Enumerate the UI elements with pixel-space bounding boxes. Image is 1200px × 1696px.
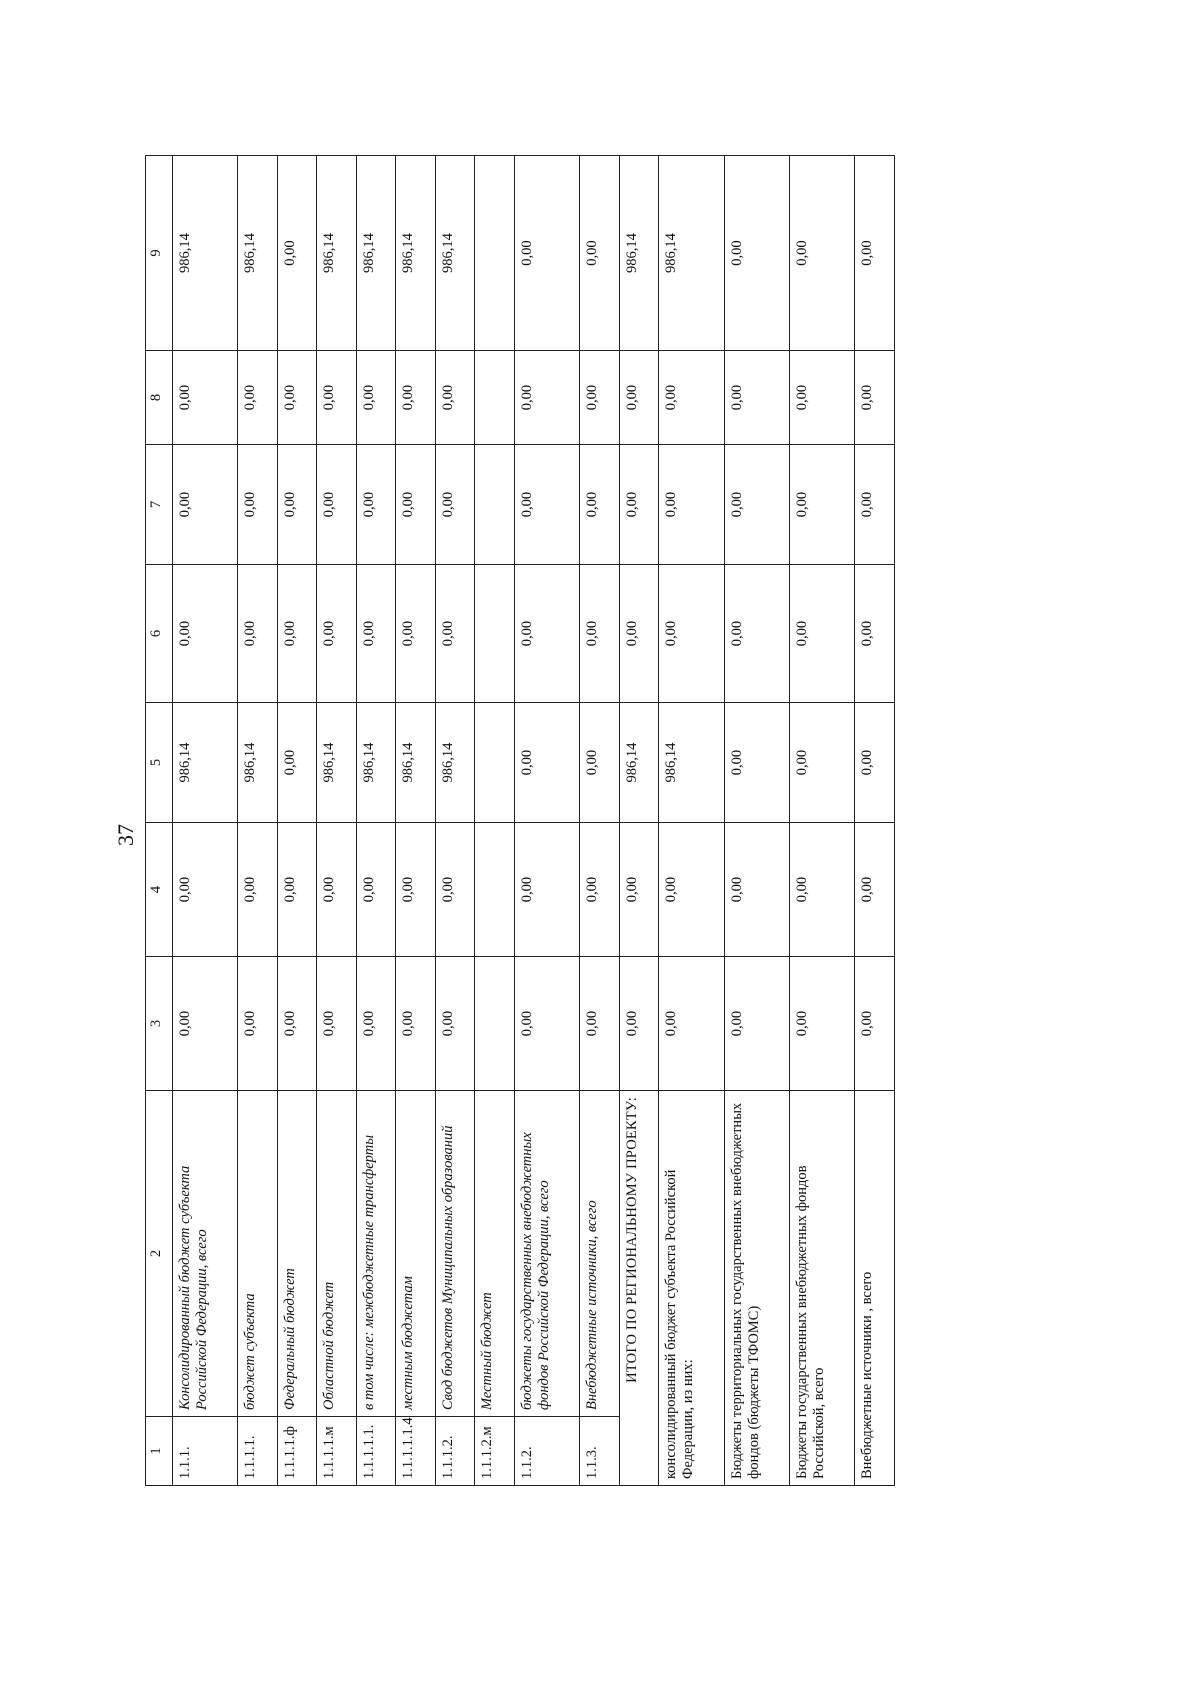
row-name: Свод бюджетов Муниципальных образований <box>435 1091 475 1417</box>
column-header: 9 <box>146 156 173 351</box>
value-cell: 0,00 <box>724 351 789 445</box>
value-cell: 0,00 <box>855 445 895 565</box>
value-cell: 0,00 <box>396 351 436 445</box>
row-code: 1.1.1.1.м <box>317 1417 357 1486</box>
value-cell: 0,00 <box>277 565 317 703</box>
table-row <box>396 156 436 1486</box>
rotated-table-container <box>145 156 895 1486</box>
column-header: 8 <box>146 351 173 445</box>
value-cell: 0,00 <box>514 823 579 957</box>
row-code: 1.1.2. <box>514 1417 579 1486</box>
value-cell: 986,14 <box>619 156 659 351</box>
value-cell: 0,00 <box>855 703 895 823</box>
value-cell <box>475 351 515 445</box>
value-cell <box>475 445 515 565</box>
summary-name: Бюджеты территориальных государственных внебюджетных фондов (бюджеты ТФОМС) <box>724 1091 789 1486</box>
value-cell: 0,00 <box>356 957 396 1091</box>
summary-name: консолидированный бюджет субъекта Российской Федерации, из них: <box>659 1091 724 1486</box>
value-cell: 0,00 <box>514 351 579 445</box>
row-name: Внебюджетные источники, всего <box>580 1091 620 1417</box>
value-cell: 986,14 <box>317 703 357 823</box>
value-cell: 0,00 <box>435 823 475 957</box>
value-cell: 0,00 <box>514 957 579 1091</box>
value-cell: 986,14 <box>238 703 278 823</box>
value-cell: 0,00 <box>619 823 659 957</box>
value-cell: 0,00 <box>317 957 357 1091</box>
value-cell: 986,14 <box>396 156 436 351</box>
summary-name: Бюджеты государственных внебюджетных фондов Российской, всего <box>790 1091 855 1486</box>
value-cell: 0,00 <box>435 957 475 1091</box>
value-cell: 986,14 <box>356 156 396 351</box>
table-row <box>435 156 475 1486</box>
row-name: бюджет субъекта <box>238 1091 278 1417</box>
value-cell: 0,00 <box>580 703 620 823</box>
column-header: 4 <box>146 823 173 957</box>
table-row <box>514 156 579 1486</box>
value-cell: 986,14 <box>317 156 357 351</box>
column-header: 7 <box>146 445 173 565</box>
row-name: Федеральный бюджет <box>277 1091 317 1417</box>
value-cell <box>475 565 515 703</box>
value-cell <box>475 156 515 351</box>
value-cell: 0,00 <box>396 445 436 565</box>
value-cell: 0,00 <box>580 823 620 957</box>
value-cell: 0,00 <box>396 957 436 1091</box>
summary-row <box>724 156 789 1486</box>
value-cell: 0,00 <box>619 445 659 565</box>
summary-row <box>659 156 724 1486</box>
value-cell: 986,14 <box>396 703 436 823</box>
value-cell: 0,00 <box>659 565 724 703</box>
value-cell: 0,00 <box>514 445 579 565</box>
value-cell: 0,00 <box>238 565 278 703</box>
value-cell: 0,00 <box>790 565 855 703</box>
value-cell: 0,00 <box>724 957 789 1091</box>
table-row <box>317 156 357 1486</box>
value-cell: 0,00 <box>317 565 357 703</box>
value-cell: 0,00 <box>356 445 396 565</box>
value-cell: 986,14 <box>619 703 659 823</box>
value-cell: 0,00 <box>277 703 317 823</box>
value-cell: 0,00 <box>580 445 620 565</box>
value-cell: 0,00 <box>659 445 724 565</box>
value-cell: 0,00 <box>855 156 895 351</box>
row-code: 1.1.3. <box>580 1417 620 1486</box>
value-cell: 0,00 <box>855 823 895 957</box>
value-cell: 0,00 <box>790 823 855 957</box>
value-cell: 0,00 <box>435 445 475 565</box>
value-cell: 0,00 <box>435 565 475 703</box>
value-cell: 0,00 <box>514 156 579 351</box>
value-cell: 0,00 <box>580 351 620 445</box>
value-cell: 0,00 <box>724 823 789 957</box>
total-row <box>619 156 659 1486</box>
row-code: 1.1.1. <box>173 1417 238 1486</box>
row-code: 1.1.1.2.м <box>475 1417 515 1486</box>
value-cell: 0,00 <box>173 823 238 957</box>
header-row <box>146 156 173 1486</box>
value-cell <box>475 957 515 1091</box>
value-cell: 0,00 <box>790 703 855 823</box>
value-cell: 0,00 <box>659 823 724 957</box>
value-cell: 0,00 <box>580 565 620 703</box>
value-cell: 0,00 <box>514 703 579 823</box>
value-cell: 0,00 <box>619 957 659 1091</box>
value-cell: 0,00 <box>173 565 238 703</box>
value-cell: 0,00 <box>277 957 317 1091</box>
table-row <box>277 156 317 1486</box>
value-cell: 0,00 <box>790 351 855 445</box>
value-cell: 0,00 <box>855 957 895 1091</box>
value-cell: 0,00 <box>317 445 357 565</box>
value-cell: 986,14 <box>238 156 278 351</box>
value-cell: 986,14 <box>356 703 396 823</box>
row-name: в том числе: межбюджетные трансферты <box>356 1091 396 1417</box>
summary-row <box>790 156 855 1486</box>
row-code: 1.1.1.1.1.4 <box>396 1417 436 1486</box>
table-row <box>356 156 396 1486</box>
value-cell: 0,00 <box>277 351 317 445</box>
value-cell: 0,00 <box>619 351 659 445</box>
value-cell: 0,00 <box>724 445 789 565</box>
value-cell: 986,14 <box>659 703 724 823</box>
table-row <box>580 156 620 1486</box>
value-cell: 0,00 <box>277 156 317 351</box>
column-header: 2 <box>146 1091 173 1417</box>
row-name: Консолидированный бюджет субъекта Российской Федерации, всего <box>173 1091 238 1417</box>
value-cell: 0,00 <box>356 823 396 957</box>
value-cell: 0,00 <box>238 957 278 1091</box>
value-cell: 0,00 <box>238 351 278 445</box>
value-cell: 0,00 <box>356 565 396 703</box>
row-code: 1.1.1.1. <box>238 1417 278 1486</box>
row-name: местным бюджетам <box>396 1091 436 1417</box>
value-cell: 0,00 <box>580 156 620 351</box>
page-number: 37 <box>113 824 138 846</box>
value-cell: 0,00 <box>514 565 579 703</box>
table-row <box>475 156 515 1486</box>
column-header: 1 <box>146 1417 173 1486</box>
value-cell: 0,00 <box>790 957 855 1091</box>
value-cell: 0,00 <box>173 351 238 445</box>
row-name: Областной бюджет <box>317 1091 357 1417</box>
value-cell: 0,00 <box>435 351 475 445</box>
value-cell: 0,00 <box>724 565 789 703</box>
value-cell: 0,00 <box>173 445 238 565</box>
value-cell: 0,00 <box>724 703 789 823</box>
value-cell <box>475 823 515 957</box>
value-cell: 0,00 <box>317 823 357 957</box>
value-cell: 0,00 <box>277 823 317 957</box>
value-cell: 0,00 <box>277 445 317 565</box>
value-cell: 986,14 <box>435 703 475 823</box>
row-code: 1.1.1.1.ф <box>277 1417 317 1486</box>
value-cell: 986,14 <box>435 156 475 351</box>
value-cell: 0,00 <box>790 445 855 565</box>
value-cell: 0,00 <box>619 565 659 703</box>
column-header: 5 <box>146 703 173 823</box>
row-name: Местный бюджет <box>475 1091 515 1417</box>
value-cell: 0,00 <box>173 957 238 1091</box>
value-cell: 0,00 <box>724 156 789 351</box>
column-header: 6 <box>146 565 173 703</box>
value-cell: 0,00 <box>396 823 436 957</box>
summary-name: Внебюджетные источники , всего <box>855 1091 895 1486</box>
value-cell: 0,00 <box>659 957 724 1091</box>
value-cell: 986,14 <box>659 156 724 351</box>
table-row <box>173 156 238 1486</box>
column-header: 3 <box>146 957 173 1091</box>
total-label: ИТОГО ПО РЕГИОНАЛЬНОМУ ПРОЕКТУ: <box>619 1091 659 1486</box>
row-name: бюджеты государственных внебюджетных фондов Российской Федерации, всего <box>514 1091 579 1417</box>
value-cell: 0,00 <box>238 823 278 957</box>
value-cell: 0,00 <box>356 351 396 445</box>
value-cell <box>475 703 515 823</box>
value-cell: 986,14 <box>173 156 238 351</box>
value-cell: 0,00 <box>580 957 620 1091</box>
value-cell: 0,00 <box>396 565 436 703</box>
value-cell: 986,14 <box>173 703 238 823</box>
value-cell: 0,00 <box>855 351 895 445</box>
budget-table <box>145 155 895 1486</box>
value-cell: 0,00 <box>855 565 895 703</box>
value-cell: 0,00 <box>238 445 278 565</box>
row-code: 1.1.1.2. <box>435 1417 475 1486</box>
value-cell: 0,00 <box>317 351 357 445</box>
summary-row <box>855 156 895 1486</box>
table-row <box>238 156 278 1486</box>
row-code: 1.1.1.1.1. <box>356 1417 396 1486</box>
value-cell: 0,00 <box>659 351 724 445</box>
value-cell: 0,00 <box>790 156 855 351</box>
